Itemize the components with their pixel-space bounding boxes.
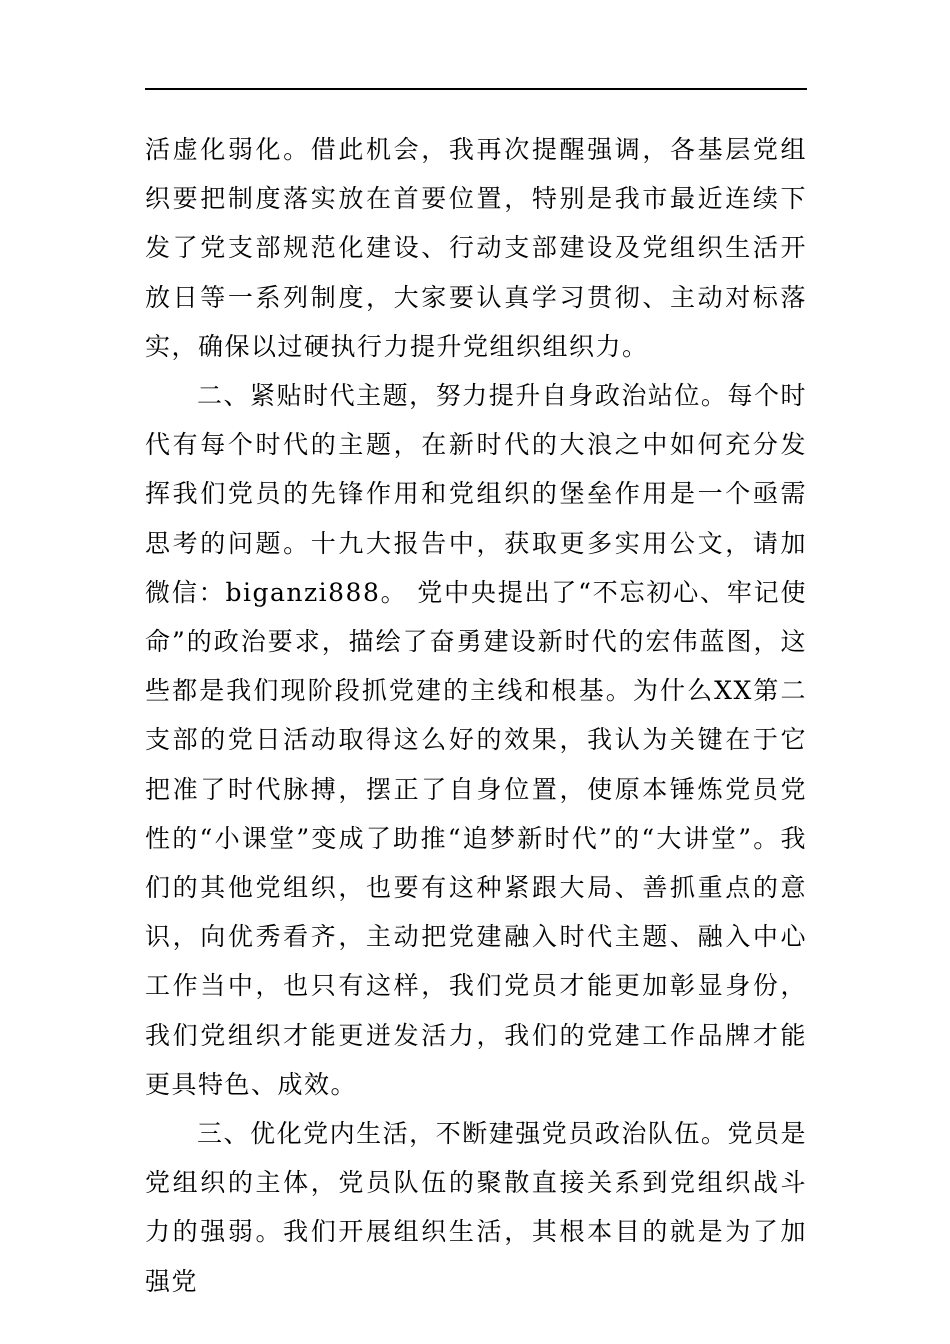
paragraph-section-two: 二、紧贴时代主题，努力提升自身政治站位。每个时代有每个时代的主题，在新时代的大浪之中如何充分发挥我们党员的先锋作用和党组织的堡垒作用是一个亟需思考的问题。十九大报告中，获取更多实用公文，请加微信：biganzi888。 党中央提出了“不忘初心、牢记使命”的政治要求，描绘了奋勇建设新时代的宏伟蓝图，这些都是我们现阶段抓党建的主线和根基。为什么XX第二支部的党日活动取得这么好的效果，我认为关键在于它把准了时代脉搏，摆正了自身位置，使原本锤炼党员党性的“小课堂”变成了助推“追梦新时代”的“大讲堂”。我们的其他党组织，也要有这种紧跟大局、善抓重点的意识，向优秀看齐，主动把党建融入时代主题、融入中心工作当中，也只有这样，我们党员才能更加彰显身份，我们党组织才能更迸发活力，我们的党建工作品牌才能更具特色、成效。 [145, 381, 807, 1099]
document-body [145, 125, 807, 1306]
header-rule [145, 88, 807, 90]
paragraph-continuation: 活虚化弱化。借此机会，我再次提醒强调，各基层党组织要把制度落实放在首要位置，特别是我市最近连续下发了党支部规范化建设、行动支部建设及党组织生活开放日等一系列制度，大家要认真学习贯彻、主动对标落实，确保以过硬执行力提升党组织组织力。 [145, 135, 807, 361]
paragraph-section-three: 三、优化党内生活，不断建强党员政治队伍。党员是党组织的主体，党员队伍的聚散直接关系到党组织战斗力的强弱。我们开展组织生活，其根本目的就是为了加强党 [145, 1119, 807, 1296]
